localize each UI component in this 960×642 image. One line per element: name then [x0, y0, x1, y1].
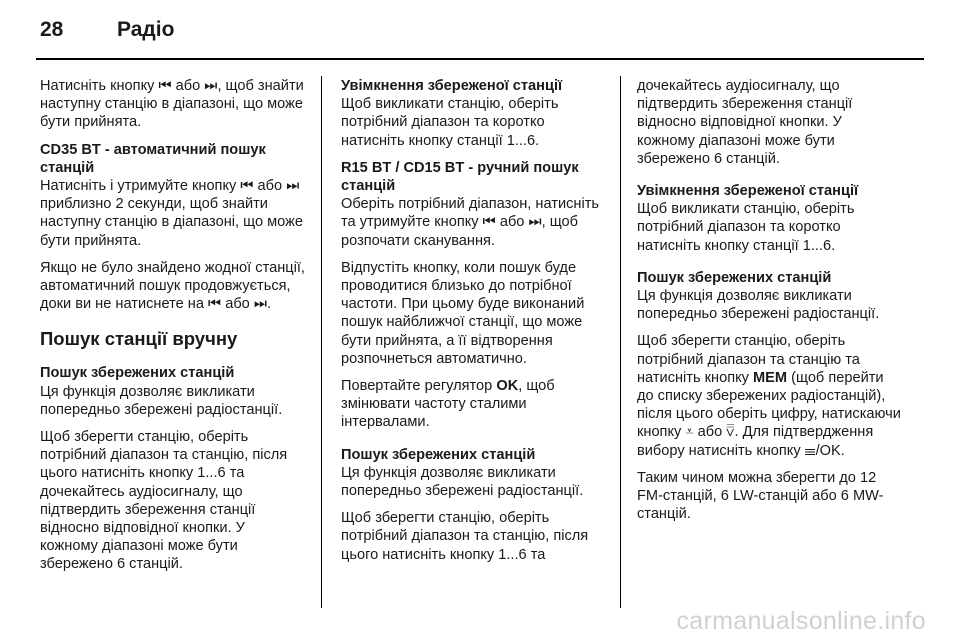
subheading-saved-stations: Пошук збережених станцій [40, 365, 235, 382]
page-number: 28 [40, 18, 64, 41]
paragraph: Якщо не було знайдено жодної станції, автоматичний пошук продовжується, доки ви не натиснете на ⏮ або ⏭. [40, 259, 305, 313]
paragraph: Ця функція дозволяє викликати попередньо збережені радіостанції. [341, 464, 584, 500]
paragraph: дочекайтесь аудіосигналу, що підтвердить збереження станції відносно відповідної кнопки. У кожному діапазоні може бути збережено 6 станцій. [637, 78, 853, 167]
text: Щоб зберегти станцію, оберіть потрібний діапазон та станцію та натисніть кнопку [637, 333, 860, 386]
column-divider-2 [620, 76, 621, 608]
subheading-saved-stations: Пошук збережених станцій [637, 269, 832, 286]
text: (щоб перейти до списку збережених радіостанцій), після цього оберіть цифру, натискаючи кнопку ⩡ або ⩢. Для підтвердження вибору натисніть кнопку ☰/OK. [637, 369, 901, 459]
subheading-enable-saved: Увімкнення збереженої станції [637, 183, 859, 200]
paragraph: Оберіть потрібний діапазон, натисніть та утримуйте кнопку ⏮ або ⏭, щоб розпочати сканування. [341, 196, 599, 249]
subheading-enable-saved: Увімкнення збереженої станції [341, 78, 563, 94]
heading-manual-search: Пошук станції вручну [40, 328, 238, 350]
text: Повертайте регулятор [341, 378, 497, 395]
text: , щоб змінювати частоту сталими інтервалами. [341, 378, 555, 431]
subheading-manual-search: R15 BT / CD15 BT - ручний пошук станцій [341, 159, 579, 195]
column-1 [40, 77, 306, 583]
mem-label: MEM [753, 369, 788, 386]
section-title: Радіо [117, 18, 175, 41]
paragraph: Ця функція дозволяє викликати попередньо збережені радіостанції. [40, 383, 283, 418]
header-rule [36, 58, 924, 60]
ok-label: OK [496, 378, 519, 395]
paragraph: Щоб зберегти станцію, оберіть потрібний діапазон та станцію, після цього натисніть кнопку 1...6 та дочекайтесь аудіосигналу, що підтвердить збереження станції відносно відповідної кнопки. У кожному діапазоні може бути збережено 6 станцій. [40, 429, 288, 573]
paragraph: Натисніть кнопку ⏮ або ⏭, щоб знайти наступну станцію в діапазоні, що може бути прийнята. [40, 78, 304, 131]
paragraph [341, 377, 611, 432]
watermark: carmanualsonline.info [676, 607, 926, 635]
column-divider-1 [321, 76, 322, 608]
column-2 [341, 77, 611, 573]
subheading-saved-stations: Пошук збережених станцій [341, 446, 536, 463]
subheading-auto-search: CD35 BT - автоматичний пошук станцій [40, 141, 266, 176]
paragraph [637, 332, 903, 459]
paragraph: Відпустіть кнопку, коли пошук буде проводитися близько до потрібної частоти. При цьому буде виконаний пошук найближчої станції, що може бути прийнята, а її відтворення розпочнеться автоматично. [341, 259, 585, 367]
column-3 [637, 77, 903, 532]
page-header [40, 18, 174, 48]
paragraph: Натисніть і утримуйте кнопку ⏮ або ⏭ приблизно 2 секунди, щоб знайти наступну станцію в діапазоні, що може бути прийнята. [40, 178, 303, 249]
paragraph: Щоб викликати станцію, оберіть потрібний діапазон та коротко натисніть кнопку станції 1...6. [341, 96, 559, 149]
paragraph: Щоб викликати станцію, оберіть потрібний діапазон та коротко натисніть кнопку станції 1...6. [637, 201, 855, 254]
paragraph: Ця функція дозволяє викликати попередньо збережені радіостанції. [637, 288, 880, 323]
paragraph: Щоб зберегти станцію, оберіть потрібний діапазон та станцію, після цього натисніть кнопку 1...6 та [341, 510, 589, 563]
paragraph: Таким чином можна зберегти до 12 FM-станцій, 6 LW-станцій або 6 MW-станцій. [637, 469, 884, 523]
